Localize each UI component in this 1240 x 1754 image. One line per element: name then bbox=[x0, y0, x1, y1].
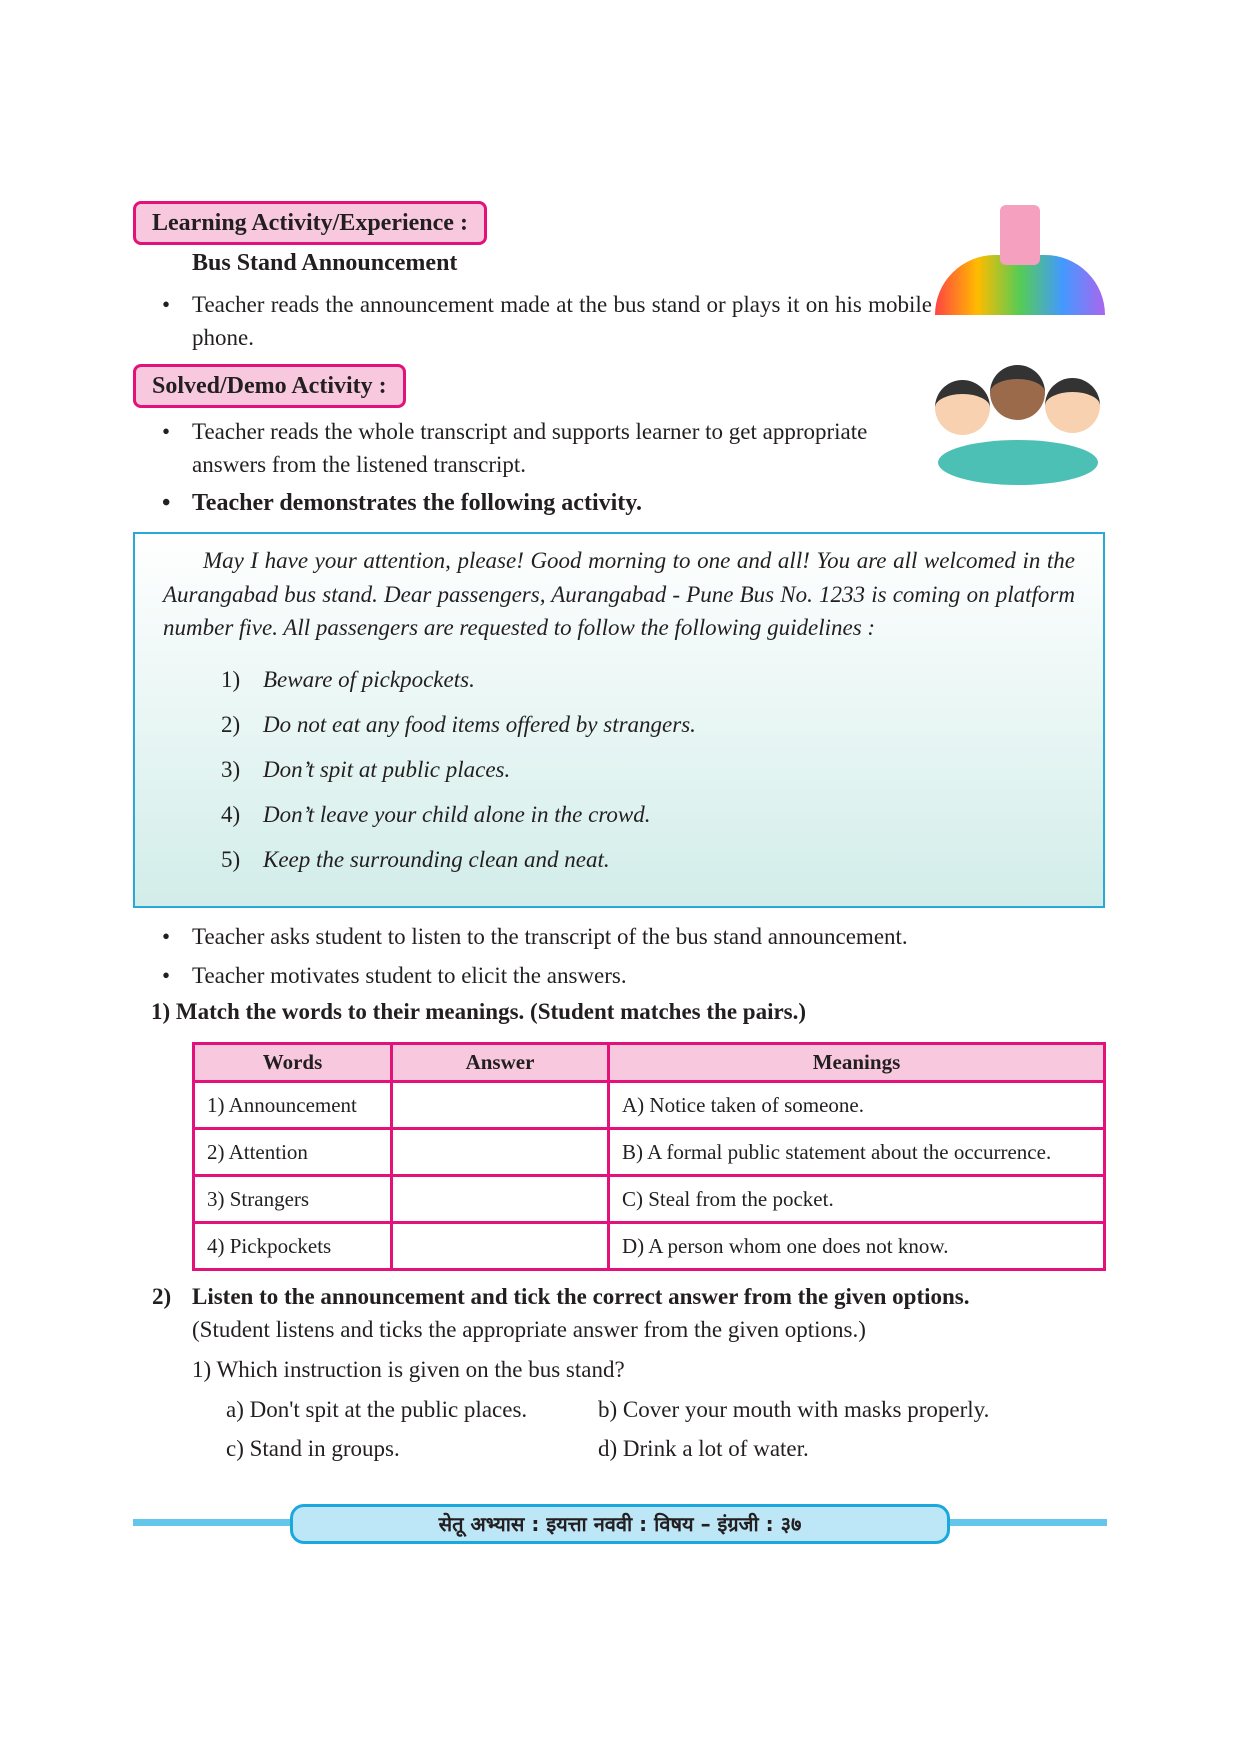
guideline-item: 2) Do not eat any food items offered by strangers. bbox=[221, 711, 696, 737]
sub-question: 1) Which instruction is given on the bus stand? bbox=[192, 1357, 625, 1382]
page-footer: सेतू अभ्यास : इयत्ता नववी : विषय – इंग्रजी : ३७ bbox=[290, 1504, 950, 1544]
option-a[interactable]: a) Don't spit at the public places. bbox=[226, 1397, 528, 1422]
bullet-item: • Teacher asks student to listen to the transcript of the bus stand announcement. bbox=[162, 924, 908, 949]
answer-cell[interactable] bbox=[392, 1129, 609, 1176]
announcement-text: May I have your attention, please! Good morning to one and all! You are all welcomed in the Aurangabad bus stand. Dear passengers, Aurangabad - Pune Bus No. 1233 is coming on platform number five. All passengers are requested to follow the following guidelines : bbox=[163, 548, 1075, 640]
footer-rule bbox=[133, 1519, 293, 1526]
guideline-item: 1) Beware of pickpockets. bbox=[221, 666, 475, 692]
option-b[interactable]: b) Cover your mouth with masks properly. bbox=[598, 1397, 990, 1422]
announcement-box bbox=[133, 532, 1105, 908]
table-header-row bbox=[194, 1044, 1105, 1082]
learning-activity-label: Learning Activity/Experience : bbox=[133, 201, 487, 245]
question-2: Listen to the announcement and tick the correct answer from the given options. bbox=[192, 1284, 970, 1309]
activity-title: Bus Stand Announcement bbox=[192, 250, 458, 276]
option-d[interactable]: d) Drink a lot of water. bbox=[598, 1436, 809, 1461]
guideline-item: 4) Don’t leave your child alone in the crowd. bbox=[221, 801, 651, 827]
question-2-number: 2) bbox=[152, 1284, 172, 1309]
answer-cell[interactable] bbox=[392, 1082, 609, 1129]
bullet-item: • Teacher reads the announcement made at the bus stand or plays it on his mobile phone. bbox=[162, 292, 932, 350]
bullet-item: • Teacher reads the whole transcript and supports learner to get appropriate answers from the listened transcript. bbox=[162, 419, 868, 477]
table-row: 3) Strangers C) Steal from the pocket. bbox=[194, 1176, 1105, 1223]
guideline-item: 5) Keep the surrounding clean and neat. bbox=[221, 846, 610, 872]
question-1: 1) Match the words to their meanings. (Student matches the pairs.) bbox=[151, 999, 807, 1024]
table-row: 4) Pickpockets D) A person whom one does not know. bbox=[194, 1223, 1105, 1270]
solved-demo-label: Solved/Demo Activity : bbox=[133, 364, 406, 408]
answer-cell[interactable] bbox=[392, 1223, 609, 1270]
matching-table bbox=[192, 1042, 1106, 1271]
table-row: 1) Announcement A) Notice taken of someone. bbox=[194, 1082, 1105, 1129]
header-answer: Answer bbox=[392, 1044, 609, 1082]
option-c[interactable]: c) Stand in groups. bbox=[226, 1436, 400, 1461]
bullet-item: • Teacher demonstrates the following activity. bbox=[162, 490, 642, 516]
header-meanings: Meanings bbox=[609, 1044, 1105, 1082]
question-2-note: (Student listens and ticks the appropriate answer from the given options.) bbox=[192, 1317, 866, 1342]
table-row: 2) Attention B) A formal public statement about the occurrence. bbox=[194, 1129, 1105, 1176]
answer-cell[interactable] bbox=[392, 1176, 609, 1223]
footer-rule bbox=[947, 1519, 1107, 1526]
bullet-item: • Teacher motivates student to elicit the answers. bbox=[162, 963, 627, 988]
guideline-item: 3) Don’t spit at public places. bbox=[221, 756, 511, 782]
header-words: Words bbox=[194, 1044, 392, 1082]
